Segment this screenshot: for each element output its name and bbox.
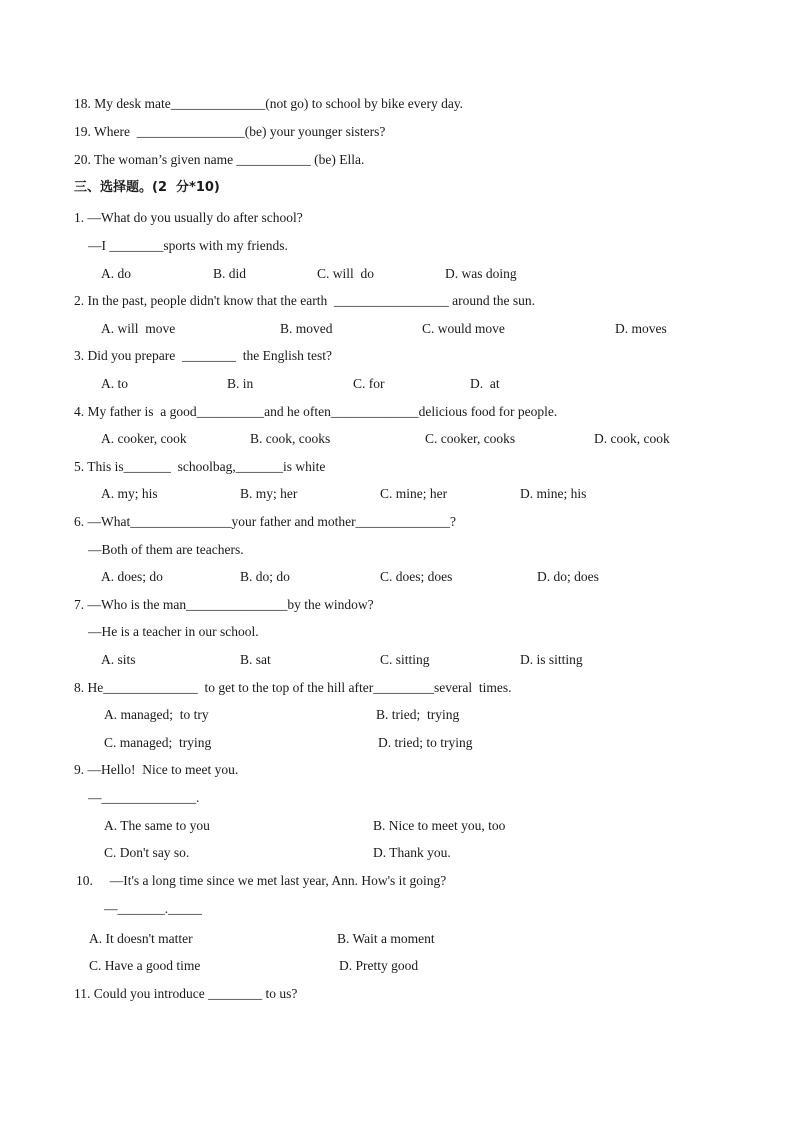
q2-option-a: A. will move <box>101 321 176 336</box>
q7-option-b: B. sat <box>240 652 271 667</box>
q6-reply: —Both of them are teachers. <box>88 542 244 557</box>
q5-stem: 5. This is_______ schoolbag,_______is white <box>74 459 326 474</box>
q1-option-d: D. was doing <box>445 266 517 281</box>
q6-option-a: A. does; do <box>101 569 163 584</box>
question-19: 19. Where ________________(be) your younger sisters? <box>74 124 386 139</box>
q1-stem: 1. —What do you usually do after school? <box>74 210 303 225</box>
q9-option-c: C. Don't say so. <box>104 845 190 860</box>
q8-option-c: C. managed; trying <box>104 735 212 750</box>
q6-stem: 6. —What_______________your father and mother______________? <box>74 514 457 529</box>
q8-option-d: D. tried; to trying <box>378 735 473 750</box>
q5-option-a: A. my; his <box>101 486 158 501</box>
q3-stem: 3. Did you prepare ________ the English test? <box>74 348 332 363</box>
q7-option-d: D. is sitting <box>520 652 583 667</box>
q9-option-b: B. Nice to meet you, too <box>373 818 506 833</box>
q4-option-b: B. cook, cooks <box>250 431 331 446</box>
q3-option-c: C. for <box>353 376 385 391</box>
q2-option-b: B. moved <box>280 321 333 336</box>
q10-option-a: A. It doesn't matter <box>89 931 193 946</box>
question-20: 20. The woman’s given name ___________ (be) Ella. <box>74 152 365 167</box>
q5-option-c: C. mine; her <box>380 486 448 501</box>
q9-option-d: D. Thank you. <box>373 845 451 860</box>
q7-option-a: A. sits <box>101 652 136 667</box>
q8-option-b: B. tried; trying <box>376 707 460 722</box>
q7-stem: 7. —Who is the man_______________by the window? <box>74 597 374 612</box>
q6-option-c: C. does; does <box>380 569 453 584</box>
q6-option-b: B. do; do <box>240 569 290 584</box>
q1-option-a: A. do <box>101 266 131 281</box>
q3-option-d: D. at <box>470 376 500 391</box>
question-18: 18. My desk mate______________(not go) to school by bike every day. <box>74 96 464 111</box>
q10-option-d: D. Pretty good <box>339 958 419 973</box>
q2-stem: 2. In the past, people didn't know that the earth _________________ around the sun. <box>74 293 535 308</box>
section-title: 三、选择题。(2 分*10) <box>74 180 220 195</box>
q8-option-a: A. managed; to try <box>104 707 209 722</box>
q1-reply: —I ________sports with my friends. <box>88 238 288 253</box>
q4-option-c: C. cooker, cooks <box>425 431 516 446</box>
q9-option-a: A. The same to you <box>104 818 210 833</box>
q10-reply: —_______._____ <box>104 901 202 916</box>
q3-option-a: A. to <box>101 376 128 391</box>
q11-stem: 11. Could you introduce ________ to us? <box>74 986 298 1001</box>
q1-option-b: B. did <box>213 266 247 281</box>
q5-option-b: B. my; her <box>240 486 298 501</box>
q1-option-c: C. will do <box>317 266 375 281</box>
q7-reply: —He is a teacher in our school. <box>88 624 259 639</box>
q10-stem: 10. —It's a long time since we met last year, Ann. How's it going? <box>76 873 447 888</box>
q3-option-b: B. in <box>227 376 254 391</box>
q9-stem: 9. —Hello! Nice to meet you. <box>74 762 239 777</box>
q10-option-c: C. Have a good time <box>89 958 201 973</box>
q2-option-c: C. would move <box>422 321 505 336</box>
q10-option-b: B. Wait a moment <box>337 931 435 946</box>
q4-option-d: D. cook, cook <box>594 431 670 446</box>
q2-option-d: D. moves <box>615 321 667 336</box>
q6-option-d: D. do; does <box>537 569 599 584</box>
q5-option-d: D. mine; his <box>520 486 587 501</box>
q8-stem: 8. He______________ to get to the top of the hill after_________several times. <box>74 680 512 695</box>
q7-option-c: C. sitting <box>380 652 430 667</box>
q9-reply: —______________. <box>88 790 200 805</box>
q4-option-a: A. cooker, cook <box>101 431 187 446</box>
q4-stem: 4. My father is a good__________and he often_____________delicious food for people. <box>74 404 558 419</box>
